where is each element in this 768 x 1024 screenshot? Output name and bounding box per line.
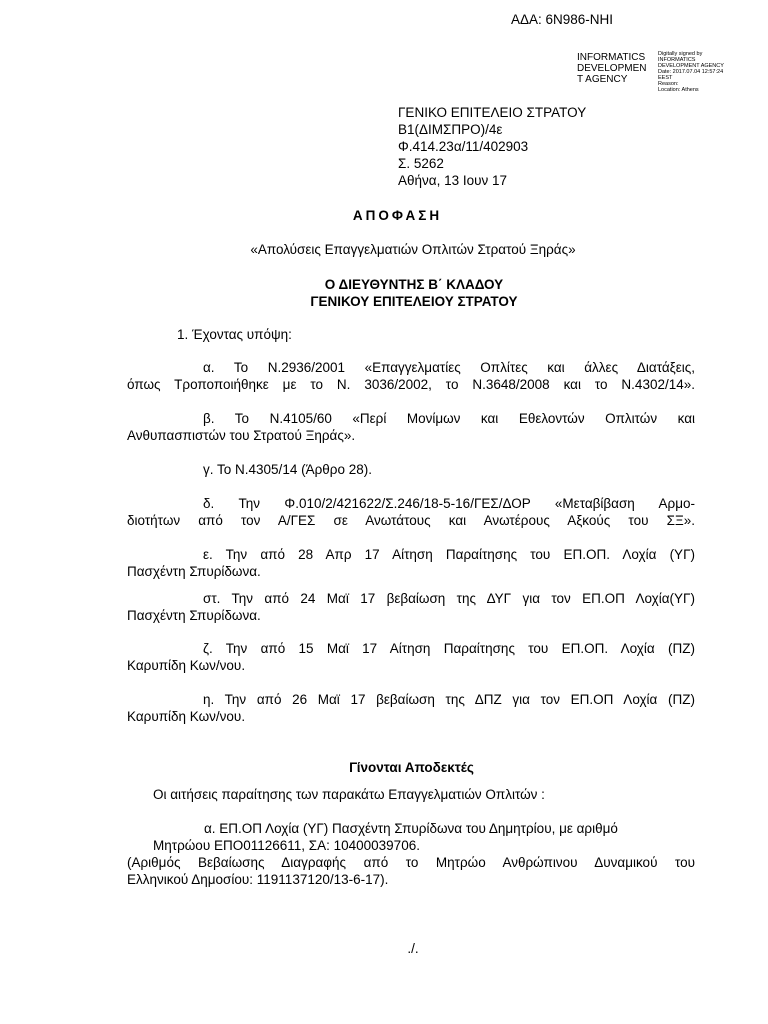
signature-detail-line: DEVELOPMENT AGENCY xyxy=(658,63,724,69)
document-title: ΑΠΟΦΑΣΗ xyxy=(352,208,443,223)
clause-a xyxy=(127,359,695,393)
accepted-record xyxy=(153,820,695,854)
signature-detail-line: Date: 2017.07.04 12:57:24 xyxy=(658,69,724,75)
clause-b xyxy=(127,410,695,444)
clause-line: η. Την από 26 Μαϊ 17 βεβαίωση της ΔΠΖ για τον ΕΠ.ΟΠ Λοχία (ΠΖ) xyxy=(203,692,695,707)
record-deletion-note xyxy=(127,854,695,888)
accepted-intro: Οι αιτήσεις παραίτησης των παρακάτω Επαγγελματιών Οπλιτών : xyxy=(153,787,545,802)
clause-h xyxy=(127,691,695,725)
page-continuation-mark: ./. xyxy=(407,941,419,956)
section-heading: 1. Έχοντας υπόψη: xyxy=(177,327,292,342)
clause-z xyxy=(127,640,695,674)
ada-number: ΑΔΑ: 6Ν986-ΝΗΙ xyxy=(511,12,614,27)
signature-detail-line: Digitally signed by xyxy=(658,51,703,57)
clause-line: στ. Την από 24 Μαϊ 17 βεβαίωση της ΔΥΓ για τον ΕΠ.ΟΠ Λοχία(ΥΓ) xyxy=(203,591,695,606)
clause-line: β. Το Ν.4105/60 «Περί Μονίμων και Εθελοντών Οπλιτών και xyxy=(203,411,695,426)
document-header xyxy=(398,104,586,189)
signature-org-line: INFORMATICS xyxy=(577,52,646,63)
record-line: (Αριθμός Βεβαίωσης Διαγραφής από το Μητρώο Ανθρώπινου Δυναμικού του xyxy=(127,855,695,870)
director-line: ΓΕΝΙΚΟΥ ΕΠΙΤΕΛΕΙΟΥ ΣΤΡΑΤΟΥ xyxy=(310,294,518,309)
clause-c xyxy=(127,461,695,478)
signature-org-line: DEVELOPMEN xyxy=(577,63,647,74)
accepted-heading: Γίνονται Αποδεκτές xyxy=(349,760,474,775)
signature-detail-line: Reason: xyxy=(658,81,679,87)
record-line: α. ΕΠ.ΟΠ Λοχία (ΥΓ) Πασχέντη Σπυρίδωνα του Δημητρίου, με αριθμό xyxy=(204,821,618,836)
clause-line: Ανθυπασπιστών του Στρατού Ξηράς». xyxy=(127,428,356,443)
digital-signature-organization xyxy=(577,52,657,85)
clause-line: Πασχέντη Σπυρίδωνα. xyxy=(127,564,261,579)
header-file-number: Φ.414.23α/11/402903 xyxy=(398,139,529,154)
clause-line: ζ. Την από 15 Μαϊ 17 Αίτηση Παραίτησης του ΕΠ.ΟΠ. Λοχία (ΠΖ) xyxy=(203,641,695,656)
header-serial: Σ. 5262 xyxy=(398,156,444,171)
clause-line: διοτήτων από τον Α/ΓΕΣ σε Ανωτάτους και Ανωτέρους Αξκούς του ΣΞ». xyxy=(127,513,695,528)
director-line: Ο ΔΙΕΥΘΥΝΤΗΣ Β΄ ΚΛΑΔΟΥ xyxy=(324,277,504,292)
clause-line: δ. Την Φ.010/2/421622/Σ.246/18-5-16/ΓΕΣ/ΔΟΡ «Μεταβίβαση Αρμο- xyxy=(203,496,695,511)
digital-signature-details xyxy=(658,51,758,93)
clause-line: όπως Τροποποιήθηκε με το Ν. 3036/2002, το Ν.3648/2008 και το Ν.4302/14». xyxy=(127,377,695,392)
document-subtitle: «Απολύσεις Επαγγελματιών Οπλιτών Στρατού Ξηράς» xyxy=(250,242,576,257)
clause-st xyxy=(127,590,695,624)
record-line: Ελληνικού Δημοσίου: 1191137120/13-6-17). xyxy=(127,872,389,887)
clause-line: Πασχέντη Σπυρίδωνα. xyxy=(127,608,261,623)
clause-line: Καρυπίδη Κων/νου. xyxy=(127,658,246,673)
clause-line: α. Το Ν.2936/2001 «Επαγγελματίες Οπλίτες και άλλες Διατάξεις, xyxy=(203,360,695,375)
header-organization: ΓΕΝΙΚΟ ΕΠΙΤΕΛΕΙΟ ΣΤΡΑΤΟΥ xyxy=(398,105,587,120)
header-department: Β1(ΔΙΜΣΠΡΟ)/4ε xyxy=(398,122,503,137)
director-heading xyxy=(0,276,768,310)
clause-line: Καρυπίδη Κων/νου. xyxy=(127,709,246,724)
clause-e xyxy=(127,546,695,580)
clause-line: γ. Το Ν.4305/14 (Άρθρο 28). xyxy=(203,462,372,477)
signature-detail-line: EEST xyxy=(658,75,673,81)
clause-line: ε. Την από 28 Απρ 17 Αίτηση Παραίτησης του ΕΠ.ΟΠ. Λοχία (ΥΓ) xyxy=(203,547,695,562)
signature-detail-line: Location: Athens xyxy=(658,87,699,93)
record-line: Μητρώου ΕΠΟ01126611, ΣΑ: 10400039706. xyxy=(153,838,420,853)
signature-detail-line: INFORMATICS xyxy=(658,57,696,63)
header-date: Αθήνα, 13 Ιουν 17 xyxy=(398,173,508,188)
clause-d xyxy=(127,495,695,529)
signature-org-line: T AGENCY xyxy=(577,74,628,85)
